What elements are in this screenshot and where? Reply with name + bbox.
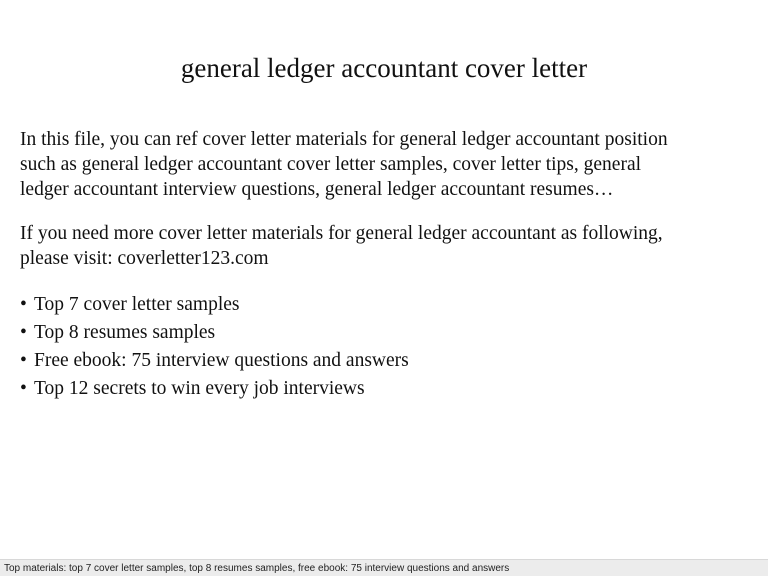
intro-line: ledger accountant interview questions, general ledger accountant resumes… (20, 179, 614, 200)
list-item (20, 291, 409, 319)
list-item (20, 375, 409, 403)
bullet-icon: • (20, 322, 27, 343)
bullet-icon: • (20, 378, 27, 399)
bullet-icon: • (20, 350, 27, 371)
list-item-text: Top 7 cover letter samples (34, 294, 240, 315)
visit-line: If you need more cover letter materials for general ledger accountant as following, (20, 223, 663, 244)
list-item-text: Top 8 resumes samples (34, 322, 216, 343)
visit-line: please visit: coverletter123.com (20, 248, 269, 269)
list-item-text: Free ebook: 75 interview questions and answers (34, 350, 409, 371)
visit-paragraph (20, 221, 750, 271)
intro-line: In this file, you can ref cover letter materials for general ledger accountant position (20, 129, 668, 150)
list-item (20, 347, 409, 375)
bullet-icon: • (20, 294, 27, 315)
list-item (20, 319, 409, 347)
list-item-text: Top 12 secrets to win every job interviews (34, 378, 365, 399)
materials-list (20, 291, 409, 403)
intro-line: such as general ledger accountant cover letter samples, cover letter tips, general (20, 154, 642, 175)
slide-title: general ledger accountant cover letter (180, 53, 588, 83)
footer-bar: Top materials: top 7 cover letter samples, top 8 resumes samples, free ebook: 75 interview questions and answers (0, 559, 768, 576)
intro-paragraph (20, 127, 750, 202)
